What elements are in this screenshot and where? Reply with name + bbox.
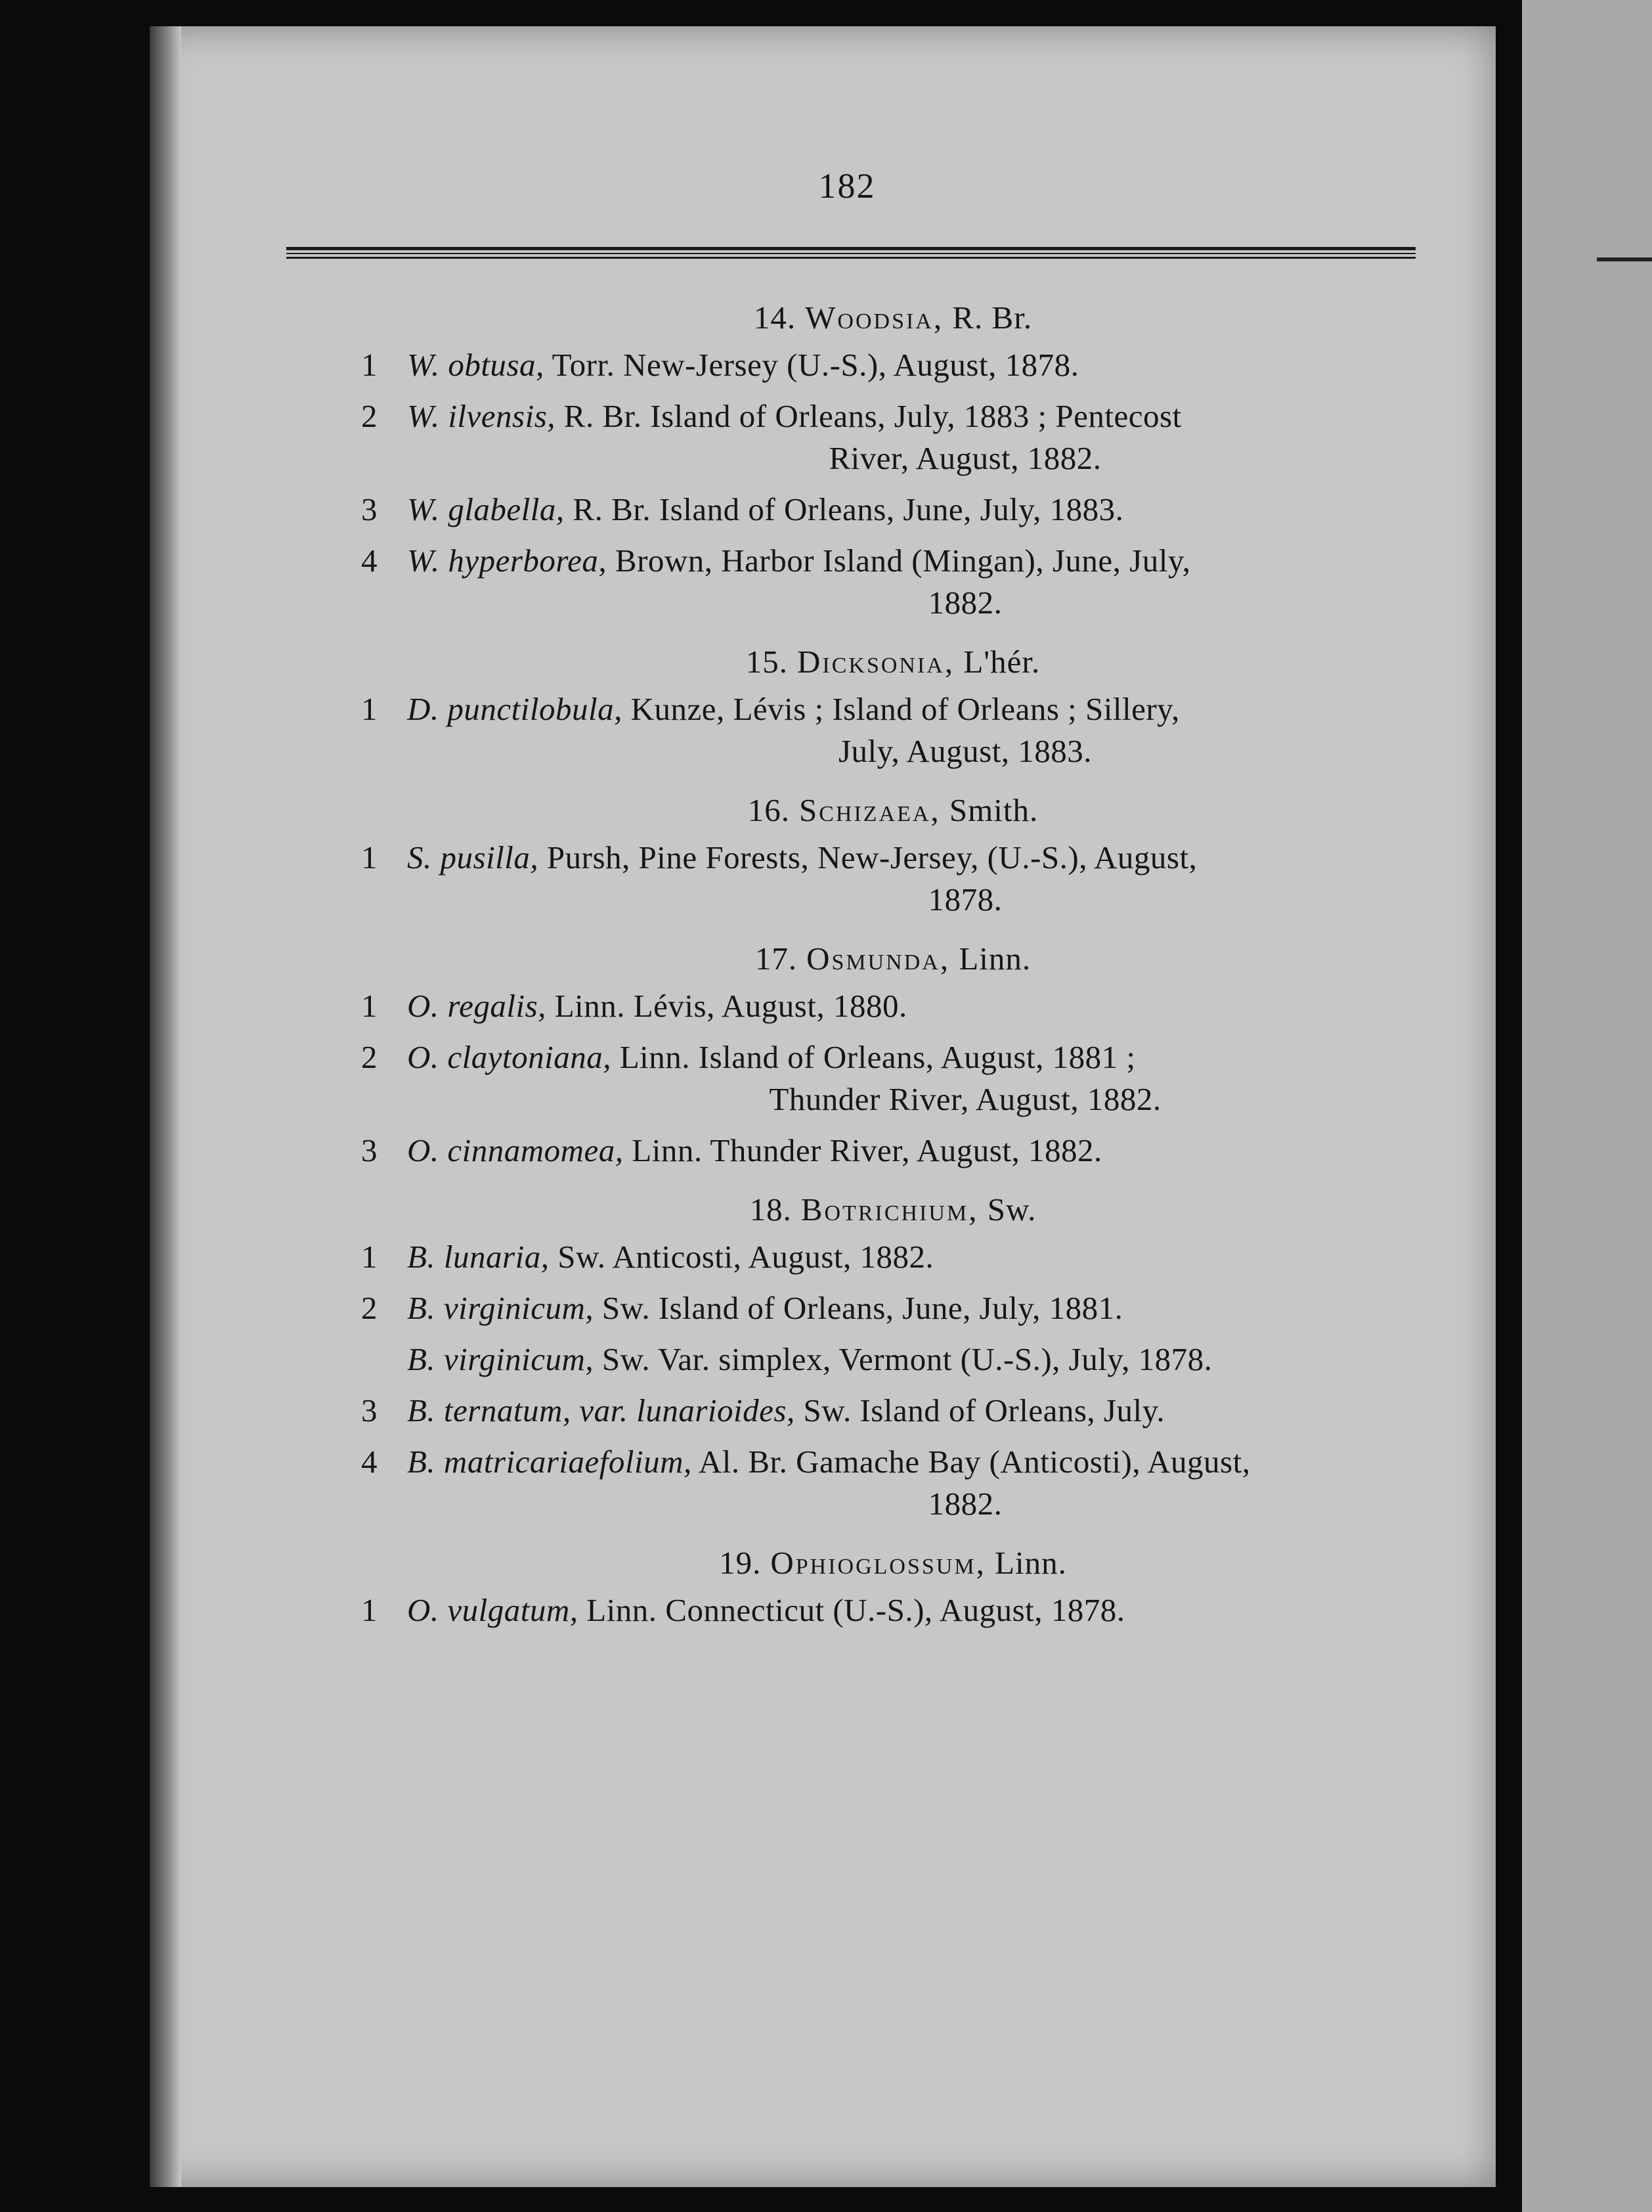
species-locality: Sw. Island of Orleans, June, July, 1881.: [601, 1290, 1123, 1326]
species-number: 3: [361, 1132, 378, 1168]
genus-heading: [355, 1181, 1431, 1236]
species-number: 1: [361, 1239, 378, 1275]
species-locality: R. Br. Island of Orleans, June, July, 1883.: [573, 491, 1124, 527]
genus-heading: [355, 289, 1431, 344]
species-number: 1: [361, 347, 378, 383]
species-number: 3: [361, 491, 378, 527]
species-number: 2: [361, 1039, 378, 1075]
species-number: 2: [361, 398, 378, 434]
species-entry: [355, 489, 1431, 531]
species-name: W. ilvensis,: [407, 398, 556, 434]
species-locality-continued: Thunder River, August, 1882.: [769, 1081, 1162, 1117]
species-locality-continued: July, August, 1883.: [838, 733, 1093, 769]
genus-name: Schizaea,: [798, 792, 941, 828]
species-locality-continued: 1878.: [928, 881, 1003, 918]
species-locality: Pursh, Pine Forests, New-Jersey, (U.-S.), August,: [546, 839, 1198, 875]
species-name: O. regalis,: [407, 988, 546, 1024]
species-entry: [355, 1441, 1431, 1525]
genus-number: 14.: [753, 299, 796, 336]
genus-author: Smith.: [949, 792, 1039, 828]
genus-name: Ophioglossum,: [770, 1545, 986, 1581]
species-name: S. pusilla,: [407, 839, 539, 875]
species-entry: [355, 1589, 1431, 1631]
genus-name: Osmunda,: [806, 940, 951, 977]
species-locality-continued: 1882.: [928, 1486, 1003, 1522]
species-name: O. cinnamomea,: [407, 1132, 624, 1168]
species-locality: Sw. Anticosti, August, 1882.: [557, 1239, 934, 1275]
species-number: 1: [361, 1592, 378, 1628]
species-entry: [355, 985, 1431, 1027]
species-name: O. vulgatum,: [407, 1592, 578, 1628]
species-locality: Linn. Island of Orleans, August, 1881 ;: [619, 1039, 1136, 1075]
species-locality: Brown, Harbor Island (Mingan), June, July,: [615, 542, 1191, 579]
genus-heading: [355, 930, 1431, 985]
genus-number: 18.: [749, 1191, 792, 1228]
species-name: B. matricariaefolium,: [407, 1444, 692, 1480]
species-name: W. obtusa,: [407, 347, 544, 383]
species-locality: Linn. Lévis, August, 1880.: [554, 988, 907, 1024]
species-number: 1: [361, 691, 378, 727]
species-name: W. hyperborea,: [407, 542, 607, 579]
species-entry: [355, 1390, 1431, 1432]
species-locality: Sw. Var. simplex, Vermont (U.-S.), July, 1878.: [601, 1341, 1213, 1377]
species-entry: [355, 1236, 1431, 1278]
header-double-rule: [286, 247, 1416, 259]
species-locality: Kunze, Lévis ; Island of Orleans ; Sillery,: [630, 691, 1180, 727]
species-entry: [355, 344, 1431, 386]
species-number: 2: [361, 1290, 378, 1326]
genus-heading: [355, 633, 1431, 688]
genus-number: 19.: [719, 1545, 762, 1581]
adjacent-page-rule: [1597, 257, 1652, 261]
species-locality: Al. Br. Gamache Bay (Anticosti), August,: [698, 1444, 1251, 1480]
species-entry: [355, 688, 1431, 772]
genus-author: R. Br.: [952, 299, 1033, 336]
species-locality: Torr. New-Jersey (U.-S.), August, 1878.: [552, 347, 1079, 383]
adjacent-page: [1522, 0, 1652, 2212]
species-number: 1: [361, 839, 378, 875]
species-entry: [355, 1036, 1431, 1120]
species-name: D. punctilobula,: [407, 691, 622, 727]
species-number: 3: [361, 1392, 378, 1428]
species-name: B. ternatum, var. lunarioides,: [407, 1392, 795, 1428]
species-entry: [355, 540, 1431, 624]
species-locality-continued: River, August, 1882.: [829, 440, 1102, 476]
genus-name: Dicksonia,: [797, 644, 955, 680]
fern-list: [355, 289, 1431, 1641]
species-entry: [355, 1287, 1431, 1329]
species-number: 4: [361, 542, 378, 579]
genus-heading: [355, 1534, 1431, 1589]
species-entry: [355, 837, 1431, 921]
species-name: B. virginicum,: [407, 1341, 594, 1377]
species-number: 1: [361, 988, 378, 1024]
page-gutter-shadow: [150, 26, 181, 2187]
species-locality: R. Br. Island of Orleans, July, 1883 ; Pentecost: [563, 398, 1182, 434]
species-name: B. virginicum,: [407, 1290, 594, 1326]
species-name: O. claytoniana,: [407, 1039, 611, 1075]
species-name: W. glabella,: [407, 491, 565, 527]
genus-number: 15.: [745, 644, 789, 680]
genus-number: 16.: [747, 792, 790, 828]
species-locality: Sw. Island of Orleans, July.: [803, 1392, 1165, 1428]
species-locality: Linn. Connecticut (U.-S.), August, 1878.: [586, 1592, 1125, 1628]
species-locality-continued: 1882.: [928, 585, 1003, 621]
species-entry: [355, 1130, 1431, 1172]
genus-name: Botrichium,: [800, 1191, 979, 1228]
species-number: 4: [361, 1444, 378, 1480]
genus-name: Woodsia,: [805, 299, 944, 336]
genus-author: L'hér.: [963, 644, 1041, 680]
genus-heading: [355, 782, 1431, 837]
species-locality: Linn. Thunder River, August, 1882.: [632, 1132, 1102, 1168]
page-number: 182: [818, 166, 876, 206]
species-name: B. lunaria,: [407, 1239, 550, 1275]
genus-author: Linn.: [995, 1545, 1067, 1581]
genus-number: 17.: [754, 940, 798, 977]
species-entry: [355, 395, 1431, 479]
genus-author: Linn.: [959, 940, 1032, 977]
species-entry: [355, 1338, 1431, 1381]
genus-author: Sw.: [987, 1191, 1037, 1228]
